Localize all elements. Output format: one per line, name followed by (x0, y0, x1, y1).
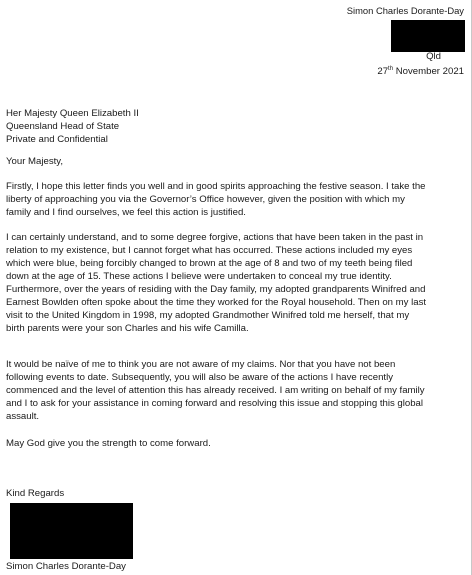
sender-city: Qld (426, 51, 441, 62)
paragraph-line: down at the age of 15. These actions I believe were undertaken to conceal my true identity. (6, 271, 392, 282)
recipient-block (6, 107, 139, 146)
paragraph-2 (6, 231, 468, 335)
paragraph-line: liberty of approaching you via the Governor’s Office however, given the position with which my (6, 194, 405, 205)
paragraph-line: I can certainly understand, and to some degree forgive, actions that have been taken in the past in (6, 232, 424, 243)
signature-name: Simon Charles Dorante-Day (6, 561, 126, 572)
date-suffix: th (388, 66, 394, 72)
paragraph-line: relation to my existence, but I cannot forget what has occurred. These actions included my eyes (6, 245, 413, 256)
date-month-year: November 2021 (393, 66, 464, 77)
recipient-line: Private and Confidential (6, 134, 108, 145)
paragraph-line: visit to the United Kingdom in 1998, my adopted Grandmother Winifred told me herself, that my (6, 310, 410, 321)
sender-name: Simon Charles Dorante-Day (346, 5, 464, 16)
redacted-signature (10, 503, 133, 559)
redacted-address-block (391, 20, 465, 52)
paragraph-line: Furthermore, over the years of residing with the Day family, my adopted grandparents Winifred and (6, 284, 426, 295)
paragraph-3 (6, 358, 468, 423)
paragraph-line: and I to ask for your assistance in coming forward and resolving this issue and stopping this global (6, 398, 424, 409)
paragraph-line: Firstly, I hope this letter finds you well and in good spirits approaching the festive season. I take the (6, 181, 426, 192)
letter-date (377, 65, 464, 78)
date-day: 27 (377, 66, 389, 77)
paragraph-line: family and I find ourselves, we feel this action is justified. (6, 207, 246, 218)
paragraph-line: commenced and the level of attention this has already received. I am writing on behalf of my family (6, 385, 425, 396)
paragraph-line: birth parents were your son Charles and his wife Camilla. (6, 323, 249, 334)
closing: Kind Regards (6, 488, 65, 499)
paragraph-1 (6, 180, 468, 219)
paragraph-line: It would be naïve of me to think you are not aware of my claims. Nor that you have not been (6, 359, 396, 370)
recipient-line: Her Majesty Queen Elizabeth II (6, 108, 139, 119)
paragraph-line: May God give you the strength to come forward. (6, 438, 211, 449)
salutation: Your Majesty, (6, 156, 64, 167)
paragraph-line: following events to date. Subsequently, you will also be aware of the actions I have recently (6, 372, 393, 383)
paragraph-line: assault. (6, 411, 40, 422)
paragraph-line: Earnest Bowlden often spoke about the time they worked for the Royal household. Then on my last (6, 297, 427, 308)
recipient-line: Queensland Head of State (6, 121, 120, 132)
paragraph-4 (6, 437, 468, 450)
paragraph-line: which were blue, being forcibly changed to brown at the age of 8 and two of my teeth being filed (6, 258, 413, 269)
